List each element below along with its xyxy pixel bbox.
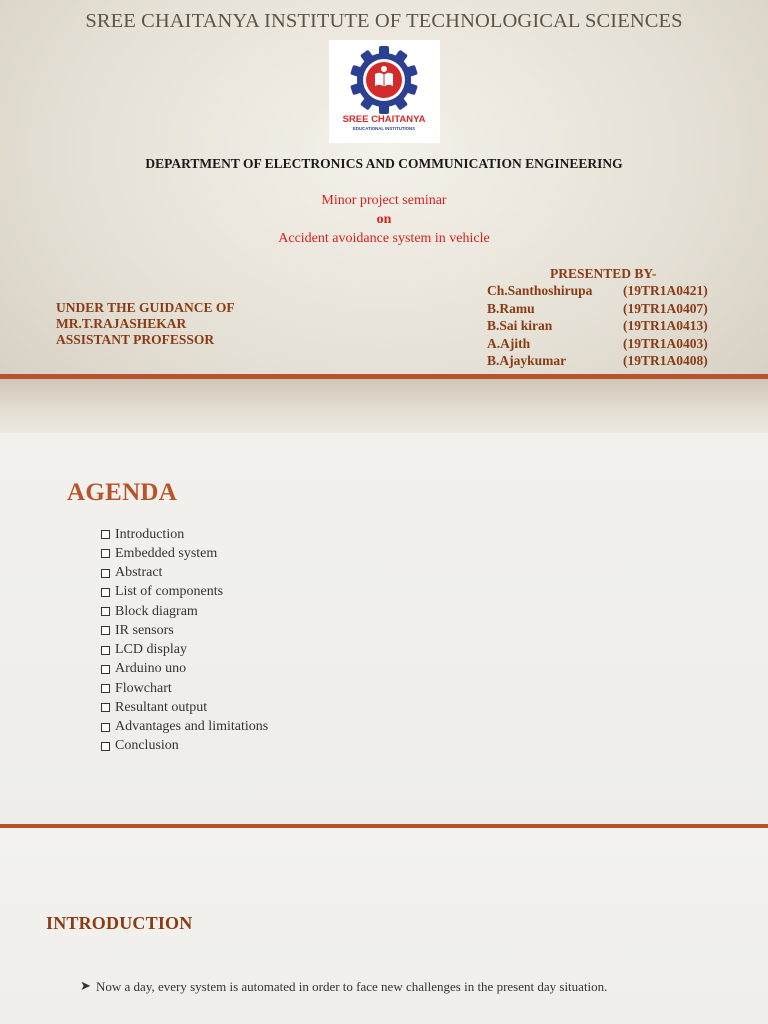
student-name: Ch.Santhoshirupa — [487, 283, 593, 298]
student-roll: (19TR1A0408) — [623, 353, 708, 368]
seminar-on-label: on — [376, 212, 392, 227]
footer-shade — [0, 379, 768, 433]
introduction-slide — [0, 828, 768, 1024]
checkbox-icon — [101, 723, 110, 732]
logo-brand-line1: SREE CHAITANYA — [342, 114, 426, 125]
checkbox-icon — [101, 607, 110, 616]
agenda-item — [101, 564, 268, 583]
seminar-label: Minor project seminar — [321, 193, 447, 208]
agenda-title: AGENDA — [67, 479, 178, 506]
introduction-text: Now a day, every system is automated in order to face new challenges in the present day situation. — [96, 979, 608, 994]
student-roll: (19TR1A0407) — [623, 300, 708, 316]
checkbox-icon — [101, 742, 110, 751]
agenda-item-label: Arduino uno — [115, 661, 187, 677]
agenda-item-label: IR sensors — [115, 622, 174, 638]
agenda-item-label: LCD display — [115, 642, 187, 658]
agenda-item-label: Abstract — [115, 565, 163, 581]
department-name: DEPARTMENT OF ELECTRONICS AND COMMUNICATION ENGINEERING — [145, 156, 623, 171]
agenda-item-label: Advantages and limitations — [115, 719, 269, 735]
agenda-item — [101, 602, 268, 621]
checkbox-icon — [101, 569, 110, 578]
student-name: B.Ramu — [487, 300, 535, 316]
agenda-item-label: Flowchart — [115, 680, 172, 696]
checkbox-icon — [101, 549, 110, 558]
checkbox-icon — [101, 646, 110, 655]
student-roll: (19TR1A0421) — [623, 283, 708, 298]
project-title: Accident avoidance system in vehicle — [278, 231, 490, 246]
guidance-line: UNDER THE GUIDANCE OF — [56, 300, 235, 315]
agenda-item-label: Introduction — [115, 526, 185, 542]
agenda-item — [101, 737, 268, 756]
agenda-item-label: Conclusion — [115, 738, 179, 754]
agenda-item — [101, 660, 268, 679]
institution-logo — [329, 40, 440, 143]
introduction-title: INTRODUCTION — [46, 913, 193, 933]
guide-name: MR.T.RAJASHEKAR — [56, 316, 187, 331]
agenda-item-label: Embedded system — [115, 545, 218, 561]
agenda-item-label: Block diagram — [115, 603, 198, 619]
agenda-item — [101, 583, 268, 602]
agenda-item — [101, 641, 268, 660]
checkbox-icon — [101, 530, 110, 539]
title-slide — [0, 0, 768, 433]
logo-brand-line2: EDUCATIONAL INSTITUTIONS — [353, 126, 415, 131]
agenda-item — [101, 698, 268, 717]
arrow-right-icon: ➤ — [80, 979, 91, 994]
guide-designation: ASSISTANT PROFESSOR — [56, 332, 215, 347]
presented-by-heading: PRESENTED BY- — [550, 266, 657, 281]
checkbox-icon — [101, 703, 110, 712]
checkbox-icon — [101, 665, 110, 674]
checkbox-icon — [101, 588, 110, 597]
agenda-slide — [0, 433, 768, 828]
agenda-list — [101, 525, 268, 756]
agenda-item — [101, 544, 268, 563]
agenda-item-label: List of components — [115, 584, 224, 600]
gear-logo-icon — [329, 40, 440, 143]
agenda-item — [101, 718, 268, 737]
agenda-item — [101, 621, 268, 640]
checkbox-icon — [101, 684, 110, 693]
checkbox-icon — [101, 626, 110, 635]
student-roll: (19TR1A0403) — [623, 335, 708, 351]
student-roll: (19TR1A0413) — [623, 318, 708, 333]
student-name: A.Ajith — [487, 335, 531, 351]
agenda-item-label: Resultant output — [115, 699, 208, 715]
institute-title: SREE CHAITANYA INSTITUTE OF TECHNOLOGICAL SCIENCES — [85, 10, 683, 32]
agenda-item — [101, 525, 268, 544]
introduction-paragraph — [80, 974, 672, 1000]
student-name: B.Ajaykumar — [487, 353, 567, 368]
student-name: B.Sai kiran — [487, 318, 553, 333]
guidance-block — [56, 300, 235, 348]
agenda-item — [101, 679, 268, 698]
